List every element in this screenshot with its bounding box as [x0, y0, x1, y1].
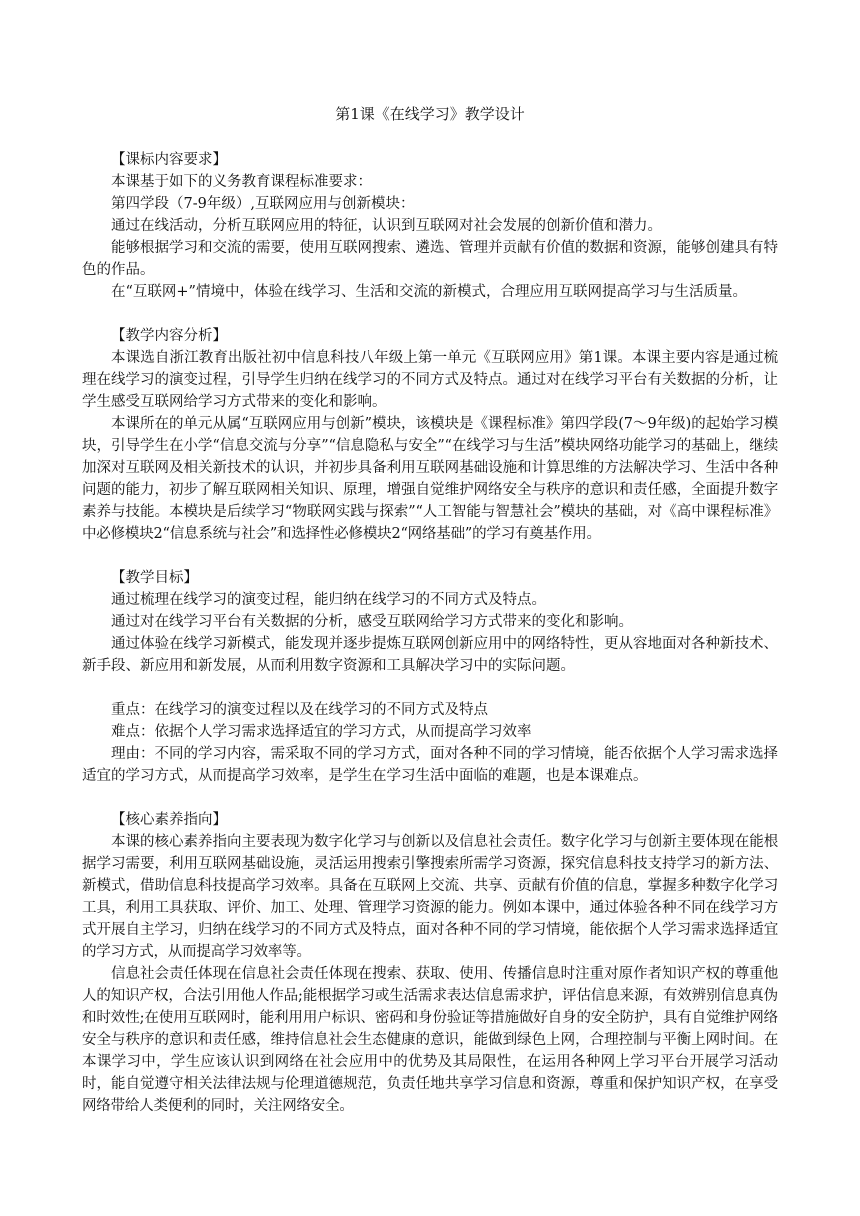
paragraph: 通过对在线学习平台有关数据的分析，感受互联网给学习方式带来的变化和影响。	[111, 614, 633, 630]
paragraph: 信息社会责任体现在信息社会责任体现在搜索、获取、使用、传播信息时注重对原作者知识产权的尊重他人的知识产权，合法引用他人作品;能根据学习或生活需求表达信息需求护，评估信息来源，有效辨别信息真伪和时效性;在使用互联网时，能利用用户标识、密码和身份验证等措施做好自身的安全防护，具有自觉维护网络安全与秩序的意识和责任感，维持信息社会生态健康的意识，能做到绿色上网，合理控制与平衡上网时间。在本课学习中，学生应该认识到网络在社会应用中的优势及其局限性，在运用各种网上学习平台开展学习活动时，能自觉遵守相关法律法规与伦理道德规范，负责任地共享学习信息和资源，尊重和保护知识产权，在享受网络带给人类便利的同时，关注网络安全。	[82, 966, 778, 1114]
document-title: 第1课《在线学习》教学设计	[335, 105, 525, 123]
paragraph: 通过体验在线学习新模式，能发现并逐步提炼互联网创新应用中的网络特性，更从容地面对各种新技术、新手段、新应用和新发展，从而利用数字资源和工具解决学习中的实际问题。	[82, 636, 778, 674]
section-standards	[82, 149, 778, 303]
section-heading-standards: 【课标内容要求】	[111, 152, 227, 168]
paragraph: 本课基于如下的义务教育课程标准要求：	[111, 174, 372, 190]
paragraph: 能够根据学习和交流的需要，使用互联网搜索、遴选、管理并贡献有价值的数据和资源，能够创建具有特色的作品。	[82, 240, 778, 278]
section-heading-literacy: 【核心素养指向】	[111, 812, 227, 828]
section-objectives	[82, 567, 778, 677]
key-point-reason: 理由：不同的学习内容，需采取不同的学习方式，面对各种不同的学习情境，能否依据个人学习需求选择适宜的学习方式，从而提高学习效率，是学生在学习生活中面临的难题，也是本课难点。	[82, 746, 778, 784]
paragraph: 通过梳理在线学习的演变过程，能归纳在线学习的不同方式及特点。	[111, 592, 546, 608]
section-key-points	[82, 699, 778, 787]
section-content-analysis	[82, 325, 778, 545]
section-heading-objectives: 【教学目标】	[111, 570, 198, 586]
paragraph: 第四学段（7-9年级）,互联网应用与创新模块：	[111, 196, 415, 212]
paragraph: 本课的核心素养指向主要表现为数字化学习与创新以及信息社会责任。数字化学习与创新主要体现在能根据学习需要，利用互联网基础设施，灵活运用搜索引擎搜索所需学习资源，探究信息科技支持学习的新方法、新模式，借助信息科技提高学习效率。具备在互联网上交流、共享、贡献有价值的信息，掌握多种数字化学习工具，利用工具获取、评价、加工、处理、管理学习资源的能力。例如本课中，通过体验各种不同在线学习方式开展自主学习，归纳在线学习的不同方式及特点，面对各种不同的学习情境，能依据个人学习需求选择适宜的学习方式，从而提高学习效率等。	[82, 834, 778, 960]
paragraph: 本课所在的单元从属“互联网应用与创新”模块，该模块是《课程标准》第四学段(7～9年级)的起始学习模块，引导学生在小学“信息交流与分享”“信息隐私与安全”“在线学习与生活”模块网络功能学习的基础上，继续加深对互联网及相关新技术的认识，并初步具备利用互联网基础设施和计算思维的方法解决学习、生活中各种问题的能力，初步了解互联网相关知识、原理，增强自觉维护网络安全与秩序的意识和责任感，全面提升数字素养与技能。本模块是后续学习“物联网实践与探索”“人工智能与智慧社会”模块的基础，对《高中课程标准》中必修模块2“信息系统与社会”和选择性必修模块2“网络基础”的学习有奠基作用。	[82, 416, 778, 542]
section-heading-content-analysis: 【教学内容分析】	[111, 328, 227, 344]
key-point-difficulty: 难点：依据个人学习需求选择适宜的学习方式，从而提高学习效率	[111, 724, 532, 740]
paragraph: 本课选自浙江教育出版社初中信息科技八年级上第一单元《互联网应用》第1课。本课主要内容是通过梳理在线学习的演变过程，引导学生归纳在线学习的不同方式及特点。通过对在线学习平台有关数据的分析，让学生感受互联网给学习方式带来的变化和影响。	[82, 350, 778, 410]
paragraph: 通过在线活动，分析互联网应用的特征，认识到互联网对社会发展的创新价值和潜力。	[111, 218, 662, 234]
key-point-focus: 重点：在线学习的演变过程以及在线学习的不同方式及特点	[111, 702, 488, 718]
section-literacy	[82, 809, 778, 1117]
paragraph: 在“互联网+”情境中，体验在线学习、生活和交流的新模式，合理应用互联网提高学习与生活质量。	[111, 284, 747, 300]
